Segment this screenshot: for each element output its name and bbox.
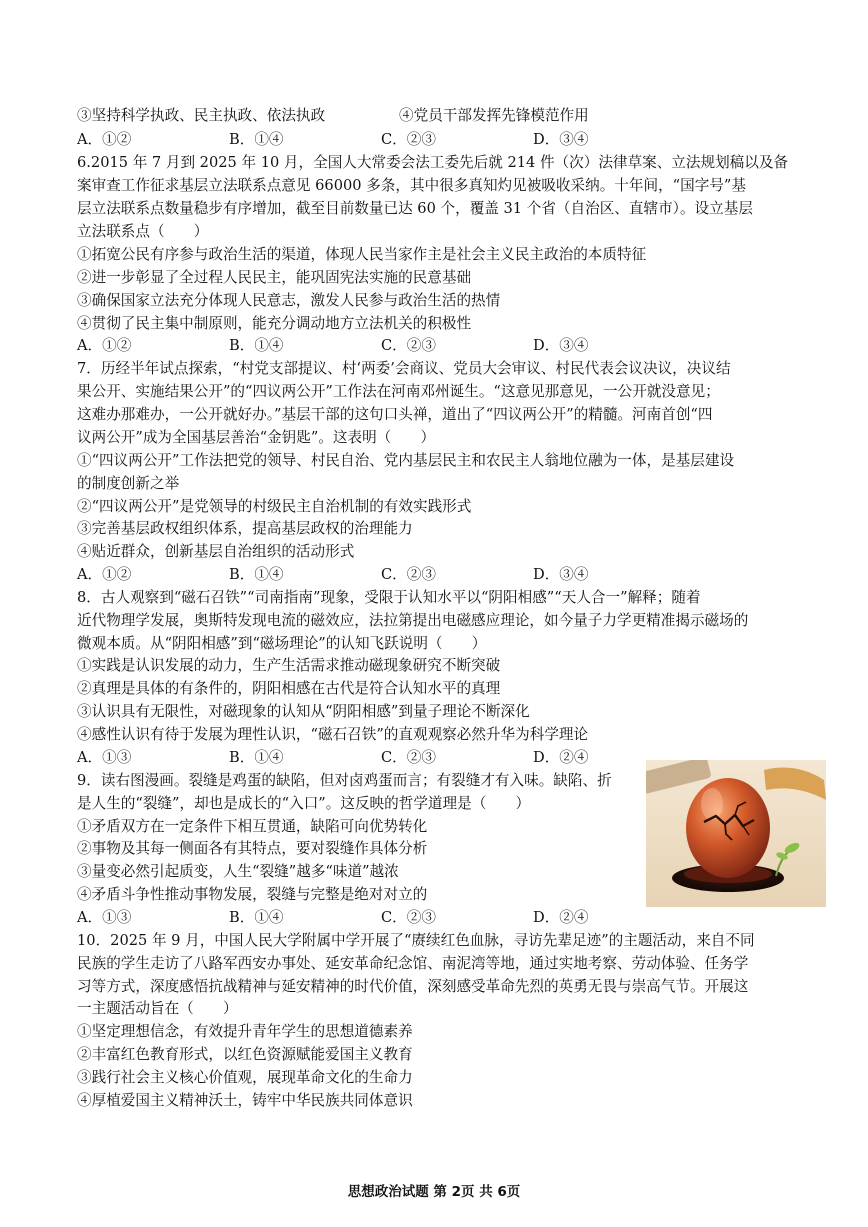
q7-stem-line: 议两公开”成为全国基层善治“金钥匙”。这表明（ ） (77, 429, 436, 446)
cracked-egg-illustration (646, 760, 826, 907)
option-a: A．①② (77, 566, 132, 583)
option-b: B．①④ (229, 566, 284, 583)
option-a: A．①③ (77, 749, 132, 766)
q6-stem-line: 案审查工作征求基层立法联系点意见 66000 多条，其中很多真知灼见被吸收采纳。十年间，“国字号”基 (77, 177, 746, 194)
option-d: D．②④ (533, 909, 589, 926)
q6-stem-line: 层立法联系点数量稳步有序增加，截至目前数量已达 60 个，覆盖 31 个省（自治区、直辖市）。设立基层 (77, 200, 753, 217)
option-a: A．①② (77, 337, 132, 354)
q5-statement-4: ④党员干部发挥先锋模范作用 (399, 107, 589, 124)
q6-stem-line: 6.2015 年 7 月到 2025 年 10 月，全国人大常委会法工委先后就 214 件（次）法律草案、立法规划稿以及备 (77, 154, 789, 171)
q9-statement: ②事物及其每一侧面各有其特点，要对裂缝作具体分析 (77, 840, 428, 857)
q10-statement: ③践行社会主义核心价值观，展现革命文化的生命力 (77, 1069, 413, 1086)
q8-statement: ②真理是具体的有条件的，阴阳相感在古代是符合认知水平的真理 (77, 680, 501, 697)
q9-statement: ①矛盾双方在一定条件下相互贯通，缺陷可向优势转化 (77, 818, 428, 835)
q9-stem-line: 9．读右图漫画。裂缝是鸡蛋的缺陷，但对卤鸡蛋而言；有裂缝才有入味。缺陷、折 (77, 772, 612, 789)
q10-statement: ①坚定理想信念，有效提升青年学生的思想道德素养 (77, 1023, 413, 1040)
q8-stem-line: 8．古人观察到“磁石召铁”“司南指南”现象，受限于认知水平以“阴阳相感”“天人合一”解释；随着 (77, 589, 701, 606)
q8-statement: ④感性认识有待于发展为理性认识，“磁石召铁”的直观观察必然升华为科学理论 (77, 726, 589, 743)
q9-statement: ④矛盾斗争性推动事物发展，裂缝与完整是绝对对立的 (77, 886, 428, 903)
q7-statement: ②“四议两公开”是党领导的村级民主自治机制的有效实践形式 (77, 498, 472, 515)
option-b: B．①④ (229, 909, 284, 926)
option-c: C．②③ (381, 337, 436, 354)
option-c: C．②③ (381, 131, 436, 148)
q5-statement-3: ③坚持科学执政、民主执政、依法执政 (77, 107, 326, 124)
option-b: B．①④ (229, 749, 284, 766)
option-a: A．①③ (77, 909, 132, 926)
q7-statement: ①“四议两公开”工作法把党的领导、村民自治、党内基层民主和农民主人翁地位融为一体，是基层建设 (77, 452, 735, 469)
q10-statement: ④厚植爱国主义精神沃土，铸牢中华民族共同体意识 (77, 1092, 413, 1109)
page-footer: 思想政治试题 第 2页 共 6页 (347, 1184, 521, 1200)
q7-statement: ③完善基层政权组织体系，提高基层政权的治理能力 (77, 520, 413, 537)
q7-statement: 的制度创新之举 (77, 475, 180, 492)
q7-stem-line: 这难办那难办，一公开就好办。”基层干部的这句口头禅，道出了“四议两公开”的精髓。河南首创“四 (77, 406, 713, 423)
option-d: D．③④ (533, 337, 589, 354)
q7-statement: ④贴近群众，创新基层自治组织的活动形式 (77, 543, 355, 560)
q8-statement: ③认识具有无限性，对磁现象的认知从“阴阳相感”到量子理论不断深化 (77, 703, 530, 720)
option-c: C．②③ (381, 566, 436, 583)
q8-stem-line: 近代物理学发展，奥斯特发现电流的磁效应，法拉第提出电磁感应理论，如今量子力学更精准揭示磁场的 (77, 612, 749, 629)
option-d: D．③④ (533, 566, 589, 583)
q10-statement: ②丰富红色教育形式，以红色资源赋能爱国主义教育 (77, 1046, 413, 1063)
q8-statement: ①实践是认识发展的动力，生产生活需求推动磁现象研究不断突破 (77, 657, 501, 674)
q8-stem-line: 微观本质。从“阴阳相感”到“磁场理论”的认知飞跃说明（ ） (77, 635, 487, 652)
option-c: C．②③ (381, 749, 436, 766)
q7-stem-line: 7．历经半年试点探索，“村党支部提议、村‘两委’会商议、党员大会审议、村民代表会议决议，决议结 (77, 360, 731, 377)
q10-stem-line: 习等方式，深度感悟抗战精神与延安精神的时代价值，深刻感受革命先烈的英勇无畏与崇高气节。开展这 (77, 978, 749, 995)
option-d: D．③④ (533, 131, 589, 148)
q6-statement: ②进一步彰显了全过程人民民主，能巩固宪法实施的民意基础 (77, 269, 472, 286)
option-b: B．①④ (229, 337, 284, 354)
q6-statement: ①拓宽公民有序参与政治生活的渠道，体现人民当家作主是社会主义民主政治的本质特征 (77, 246, 647, 263)
option-d: D．②④ (533, 749, 589, 766)
q9-statement: ③量变必然引起质变，人生“裂缝”越多“味道”越浓 (77, 863, 399, 880)
q10-stem-line: 10．2025 年 9 月，中国人民大学附属中学开展了“赓续红色血脉，寻访先辈足迹”的主题活动，来自不同 (77, 932, 755, 949)
q10-stem-line: 民族的学生走访了八路军西安办事处、延安革命纪念馆、南泥湾等地，通过实地考察、劳动体验、任务学 (77, 955, 749, 972)
option-a: A．①② (77, 131, 132, 148)
q7-stem-line: 果公开、实施结果公开”的“四议两公开”工作法在河南邓州诞生。“这意见那意见，一公开就没意见； (77, 383, 720, 400)
q6-statement: ③确保国家立法充分体现人民意志，激发人民参与政治生活的热情 (77, 292, 501, 309)
option-b: B．①④ (229, 131, 284, 148)
q9-stem-line: 是人生的“裂缝”，却也是成长的“入口”。这反映的哲学道理是（ ） (77, 795, 531, 812)
q6-stem-line: 立法联系点（ ） (77, 223, 209, 240)
option-c: C．②③ (381, 909, 436, 926)
q10-stem-line: 一主题活动旨在（ ） (77, 1000, 238, 1017)
q6-statement: ④贯彻了民主集中制原则，能充分调动地方立法机关的积极性 (77, 315, 472, 332)
